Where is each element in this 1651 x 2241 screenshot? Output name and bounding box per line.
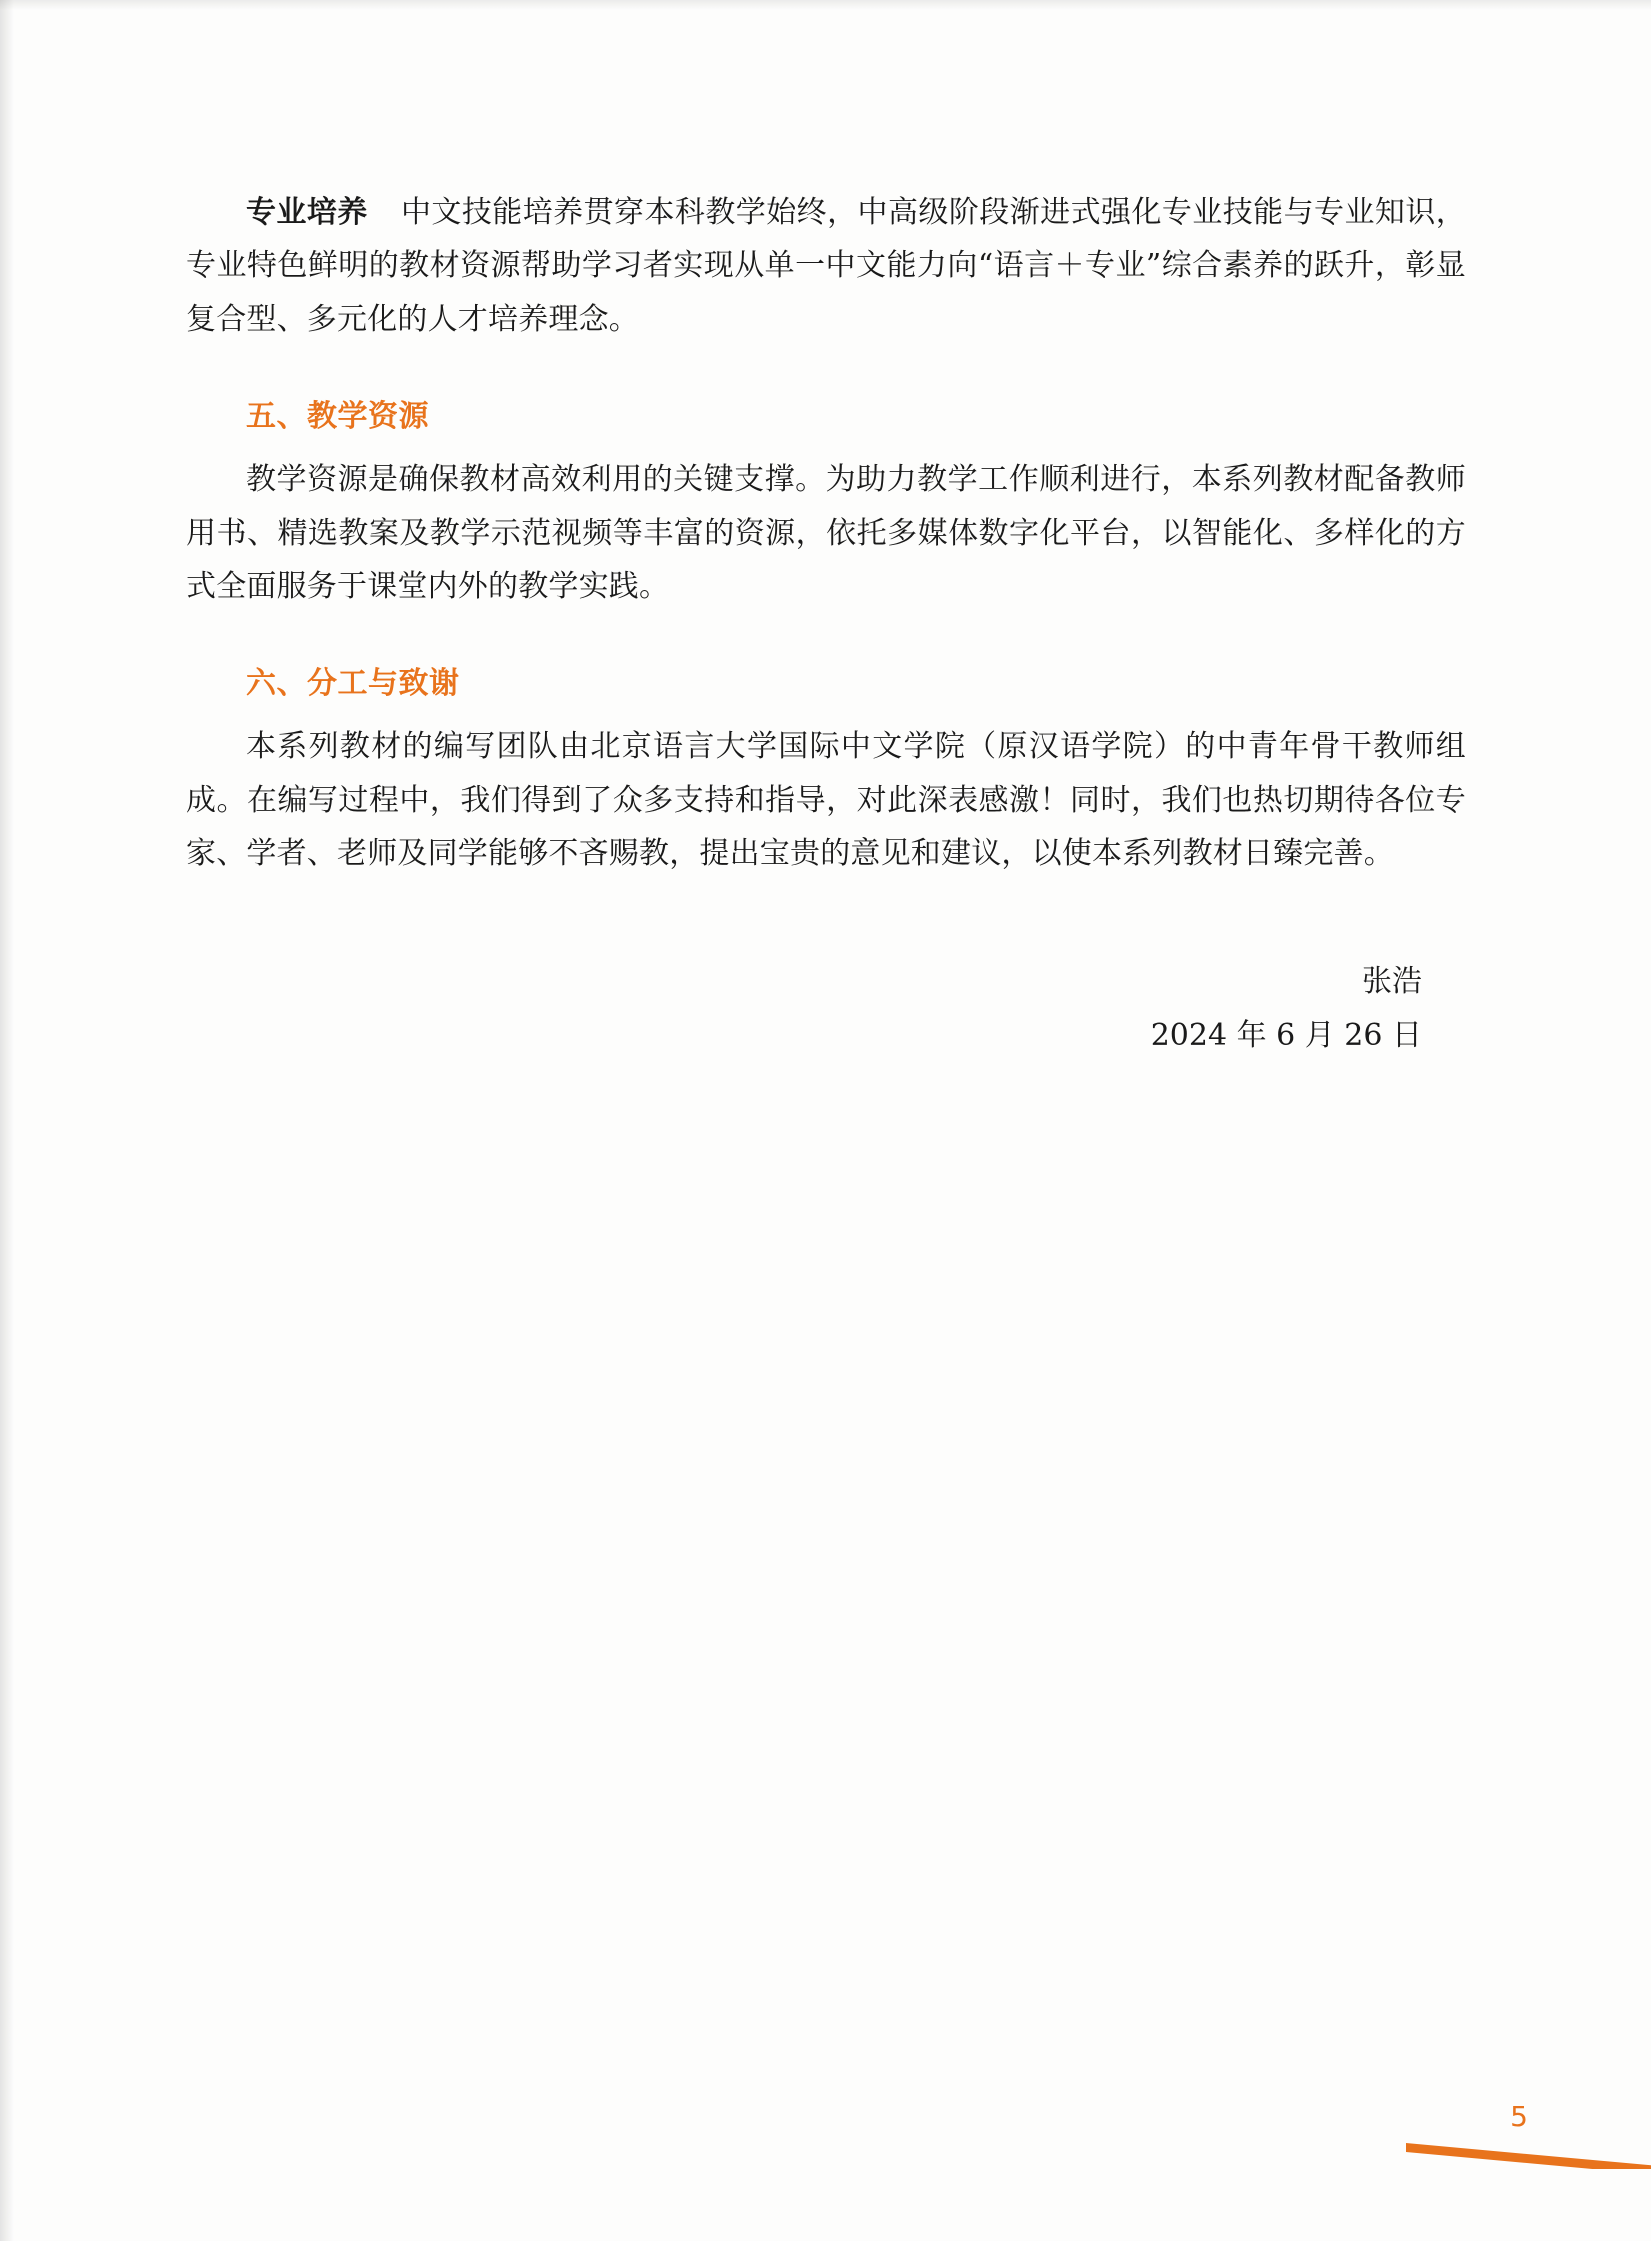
page-edge-shadow-top	[0, 0, 1651, 10]
footer-accent-bar	[1406, 2143, 1651, 2169]
intro-paragraph	[186, 186, 1466, 346]
page-number: 5	[1510, 2100, 1529, 2133]
signature-block	[186, 955, 1466, 1063]
section-teaching-resources	[186, 394, 1466, 613]
section-heading-six: 六、分工与致谢	[246, 666, 460, 702]
intro-paragraph-text: 中文技能培养贯穿本科教学始终，中高级阶段渐进式强化专业技能与专业知识，专业特色鲜明的教材资源帮助学习者实现从单一中文能力向“语言＋专业”综合素养的跃升，彰显复合型、多元化的人才培养理念。	[186, 195, 1466, 337]
section-acknowledgements	[186, 661, 1466, 880]
page-edge-shadow-left	[0, 0, 14, 2241]
signature-name: 张浩	[1362, 963, 1422, 999]
section-six-paragraph: 本系列教材的编写团队由北京语言大学国际中文学院（原汉语学院）的中青年骨干教师组成。在编写过程中，我们得到了众多支持和指导，对此深表感激！同时，我们也热切期待各位专家、学者、老师及同学能够不吝赐教，提出宝贵的意见和建议，以使本系列教材日臻完善。	[186, 729, 1466, 872]
footer-accent-rule	[1406, 2143, 1651, 2169]
signature-date: 2024 年 6 月 26 日	[1150, 1017, 1422, 1053]
section-five-paragraph: 教学资源是确保教材高效利用的关键支撑。为助力教学工作顺利进行，本系列教材配备教师用书、精选教案及教学示范视频等丰富的资源，依托多媒体数字化平台，以智能化、多样化的方式全面服务于课堂内外的教学实践。	[186, 462, 1466, 604]
section-heading-five: 五、教学资源	[246, 399, 429, 435]
page-content	[186, 186, 1466, 1063]
intro-paragraph-label: 专业培养	[246, 195, 368, 230]
